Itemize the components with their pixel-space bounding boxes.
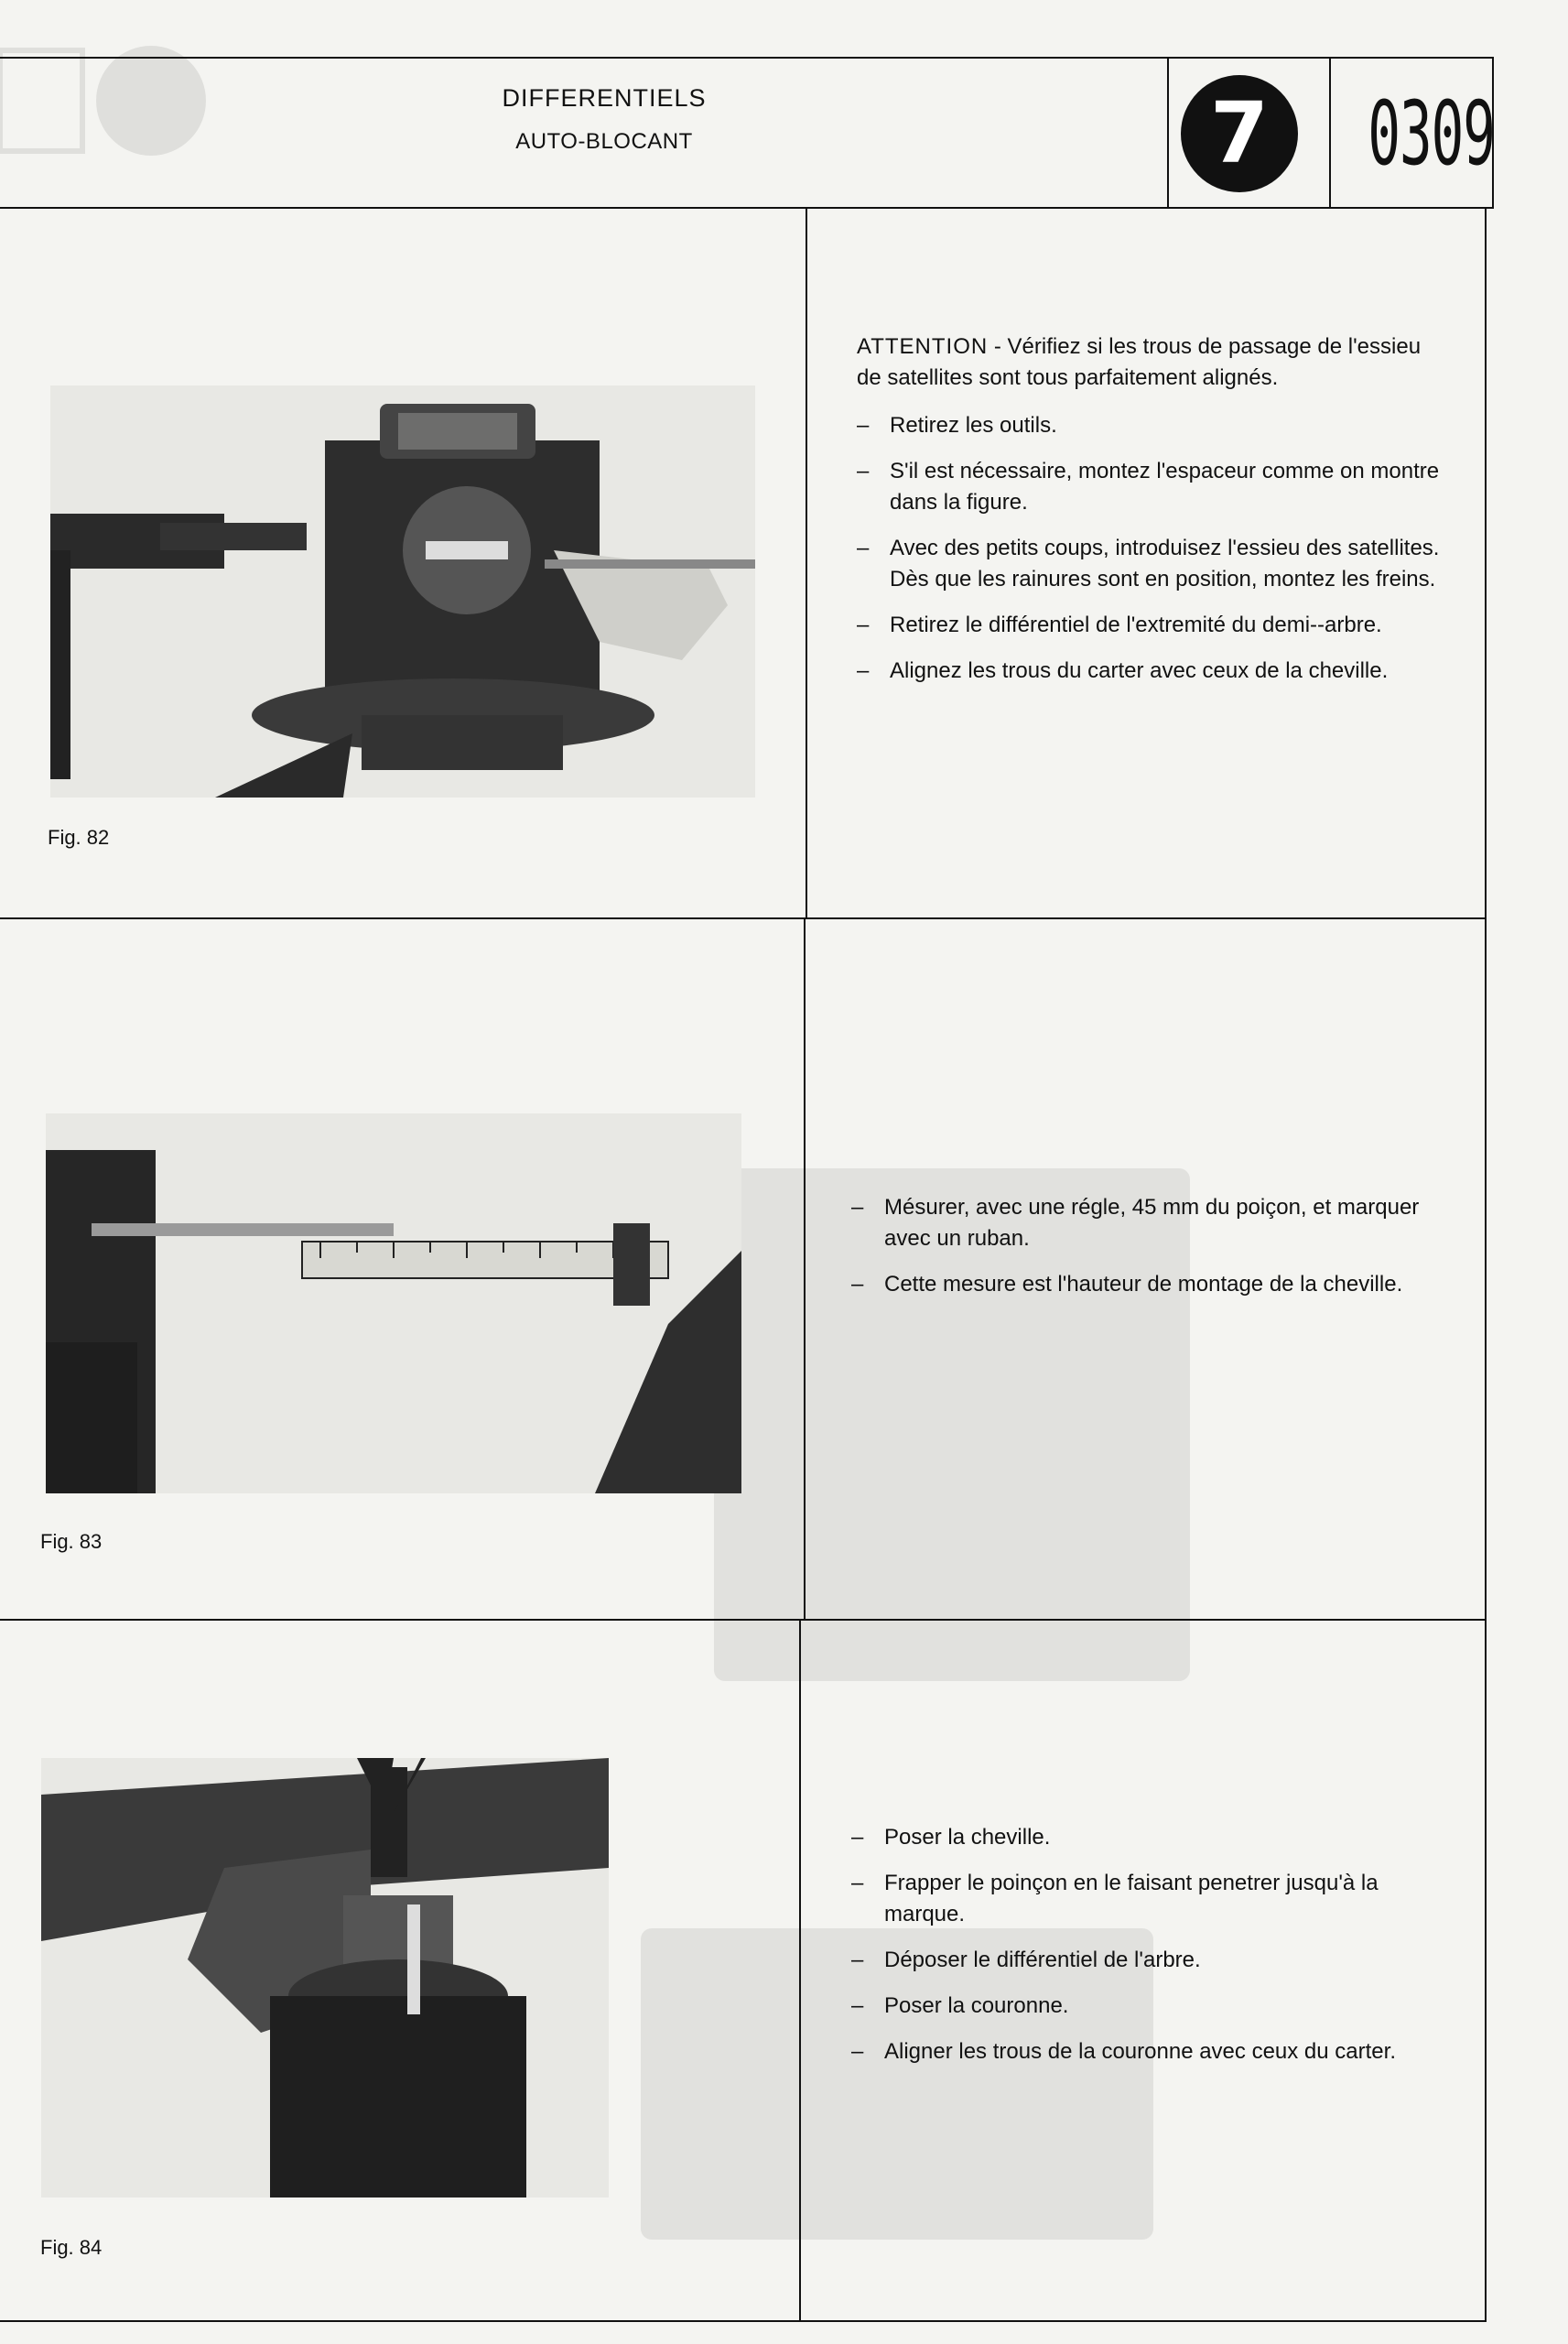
chapter-badge: 7: [1181, 75, 1298, 192]
step-item: – Frapper le poinçon en le faisant penetrer jusqu'à la marque.: [851, 1868, 1410, 1930]
figure-84-photo: [41, 1758, 609, 2198]
figure-83-photo: [46, 1113, 741, 1493]
figure-label: Fig. 84: [40, 2236, 103, 2259]
page-header: [0, 57, 1494, 209]
step-item: – Poser la couronne.: [851, 1991, 1410, 2022]
step-item: – Retirez le différentiel de l'extremité du demi--arbre.: [857, 610, 1443, 641]
row-divider: [0, 917, 1487, 919]
instructions-block: [851, 1822, 1410, 2067]
attention-text: - Vérifiez si les trous de passage de l'essieu de satellites sont tous parfaitement alignés.: [857, 334, 1422, 390]
step-item: – Avec des petits coups, introduisez l'essieu des satellites. Dès que les rainures sont en position, montez les freins.: [857, 533, 1443, 595]
step-item: – Cette mesure est l'hauteur de montage de la cheville.: [851, 1269, 1437, 1300]
step-item: – Mésurer, avec une régle, 45 mm du poiçon, et marquer avec un ruban.: [851, 1192, 1437, 1254]
step-item: – S'il est nécessaire, montez l'espaceur comme on montre dans la figure.: [857, 456, 1443, 518]
header-title: [458, 84, 751, 155]
instructions-block: [851, 1192, 1437, 1300]
attention-heading: ATTENTION: [857, 334, 989, 359]
column-divider: [806, 207, 807, 917]
step-item: – Aligner les trous de la couronne avec ceux du carter.: [851, 2036, 1410, 2067]
figure-label: Fig. 83: [40, 1530, 103, 1553]
instructions-block: [857, 331, 1443, 687]
step-item: – Déposer le différentiel de l'arbre.: [851, 1945, 1410, 1976]
page-code: 0309: [1368, 82, 1495, 185]
right-border: [1485, 207, 1487, 2322]
header-divider: [1329, 59, 1331, 209]
content-grid: [0, 207, 1494, 2328]
title-line-2: AUTO-BLOCANT: [515, 129, 693, 154]
figure-82-photo: [50, 385, 755, 798]
figure-label: Fig. 82: [48, 826, 110, 849]
title-line-1: DIFFERENTIELS: [502, 84, 707, 112]
attention-note: [857, 331, 1443, 394]
bottom-border: [0, 2320, 1487, 2322]
step-item: – Alignez les trous du carter avec ceux de la cheville.: [857, 656, 1443, 687]
step-item: – Retirez les outils.: [857, 410, 1443, 441]
header-divider: [1167, 59, 1169, 209]
step-item: – Poser la cheville.: [851, 1822, 1410, 1853]
